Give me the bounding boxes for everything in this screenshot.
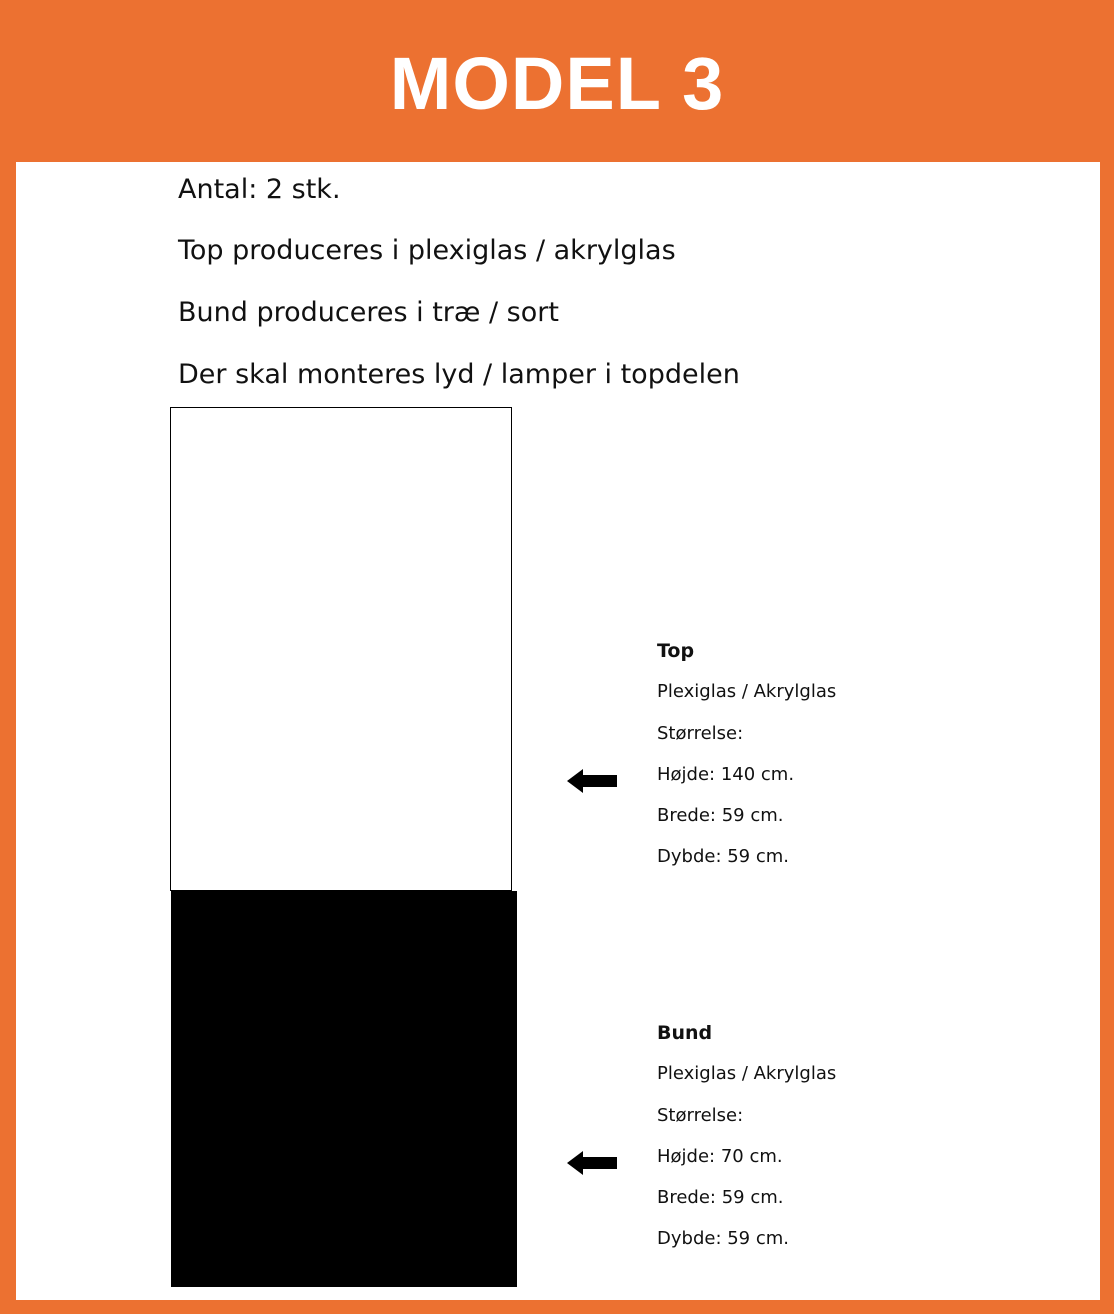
content-panel <box>16 162 1100 1300</box>
top-info-block <box>657 637 836 885</box>
arrow-left-icon <box>567 767 617 795</box>
mounting-text: Der skal monteres lyd / lamper i topdelen <box>178 359 740 390</box>
top-material-text: Top produceres i plexiglas / akrylglas <box>178 235 676 266</box>
top-height: Højde: 140 cm. <box>657 763 795 785</box>
top-material: Plexiglas / Akrylglas <box>657 681 837 703</box>
top-depth: Dybde: 59 cm. <box>657 846 790 868</box>
top-heading: Top <box>657 640 695 662</box>
bottom-part-diagram <box>171 891 517 1287</box>
bottom-depth: Dybde: 59 cm. <box>657 1228 790 1250</box>
bottom-heading: Bund <box>657 1022 713 1044</box>
bottom-material-text: Bund produceres i træ / sort <box>178 297 559 328</box>
bottom-info-block <box>657 1019 836 1267</box>
page-title: MODEL 3 <box>389 41 725 125</box>
top-size-label: Størrelse: <box>657 722 744 744</box>
bottom-material: Plexiglas / Akrylglas <box>657 1063 837 1085</box>
top-width: Brede: 59 cm. <box>657 805 784 827</box>
header-bar <box>0 0 1114 162</box>
arrow-left-icon <box>567 1149 617 1177</box>
bottom-height: Højde: 70 cm. <box>657 1145 783 1167</box>
bottom-size-label: Størrelse: <box>657 1104 744 1126</box>
bottom-width: Brede: 59 cm. <box>657 1187 784 1209</box>
top-part-diagram <box>170 407 512 891</box>
quantity-text: Antal: 2 stk. <box>178 174 341 205</box>
